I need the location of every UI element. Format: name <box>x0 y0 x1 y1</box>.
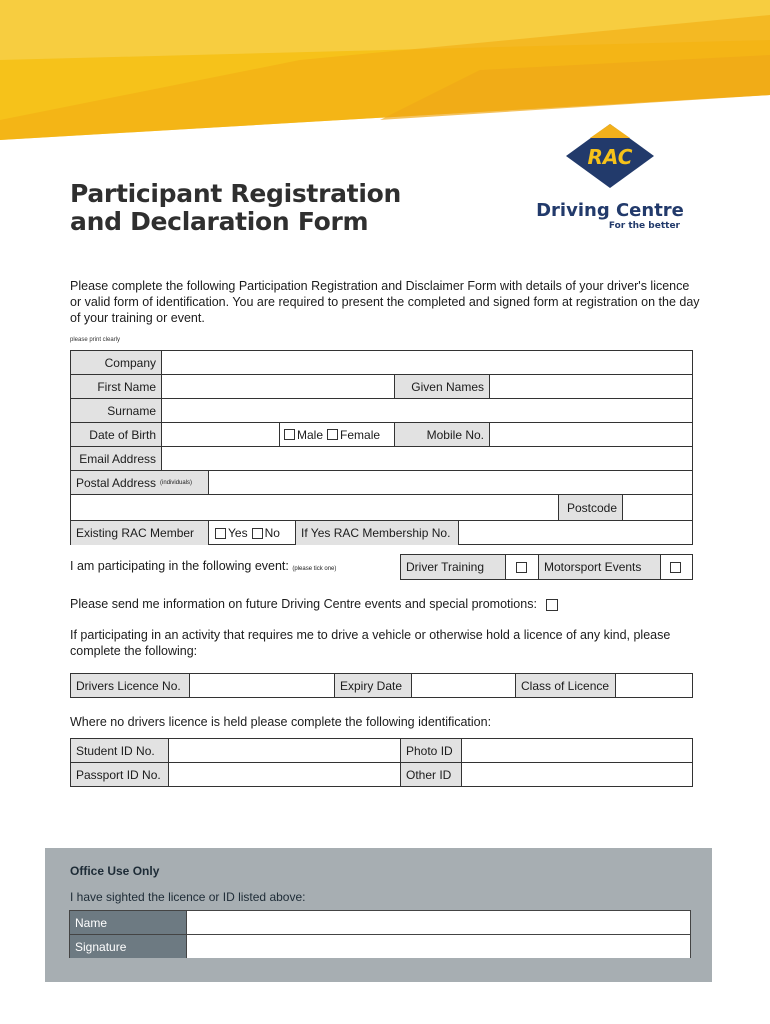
promo-line <box>70 596 560 612</box>
licence-no-input[interactable] <box>190 674 335 697</box>
dob-label: Date of Birth <box>71 423 162 446</box>
postcode-input[interactable] <box>623 495 692 520</box>
member-yes-label: Yes <box>228 526 248 540</box>
licence-row <box>71 674 692 697</box>
promo-checkbox[interactable] <box>546 599 558 611</box>
first-name-input[interactable] <box>162 375 395 398</box>
class-label: Class of Licence <box>516 674 616 697</box>
rac-logo <box>560 120 660 190</box>
member-no-label: No <box>264 526 280 540</box>
male-label: Male <box>297 427 324 442</box>
office-sighted-text: I have sighted the licence or ID listed above: <box>70 890 306 904</box>
office-table <box>69 910 691 958</box>
page-title <box>70 180 401 236</box>
member-no-checkbox[interactable] <box>252 528 263 539</box>
licence-table <box>70 673 693 698</box>
driver-training-checkbox[interactable] <box>516 562 527 573</box>
event-prompt <box>70 558 336 577</box>
intro-text: Please complete the following Participation Registration and Disclaimer Form with details of your driver's licence or valid form of identification. You are required to present the completed and signed form at registration on the day of your training or event. <box>70 279 700 325</box>
email-label: Email Address <box>71 447 162 470</box>
class-input[interactable] <box>616 674 692 697</box>
expiry-input[interactable] <box>412 674 516 697</box>
postal-label <box>71 471 209 494</box>
office-signature-label: Signature <box>70 935 187 958</box>
motorsport-label: Motorsport Events <box>539 555 661 579</box>
office-signature-row <box>70 935 690 958</box>
mobile-input[interactable] <box>490 423 692 446</box>
other-id-label: Other ID <box>401 763 462 786</box>
male-checkbox[interactable] <box>284 429 295 440</box>
given-names-input[interactable] <box>490 375 692 398</box>
other-id-input[interactable] <box>462 763 692 786</box>
postal-input[interactable] <box>209 471 692 494</box>
postal-input-line-2[interactable] <box>71 495 559 520</box>
event-options <box>400 554 693 580</box>
office-name-input[interactable] <box>187 911 690 934</box>
email-input[interactable] <box>162 447 692 470</box>
dob-input[interactable] <box>162 423 280 446</box>
passport-id-label: Passport ID No. <box>71 763 169 786</box>
licence-intro: If participating in an activity that requires me to drive a vehicle or otherwise hold a licence of any kind, please complete the following: <box>70 628 671 658</box>
office-name-label: Name <box>70 911 187 934</box>
membership-no-label: If Yes RAC Membership No. <box>296 521 459 545</box>
female-checkbox[interactable] <box>327 429 338 440</box>
logo-badge-text: RAC <box>587 145 633 169</box>
office-title: Office Use Only <box>70 864 160 878</box>
logo-name: Driving Centre <box>536 200 684 221</box>
logo-tagline: For the better <box>608 221 680 231</box>
given-names-label: Given Names <box>395 375 490 398</box>
postal-note: (individuals) <box>160 479 193 486</box>
motorsport-cell <box>661 555 692 579</box>
id-intro: Where no drivers licence is held please complete the following identification: <box>70 715 492 729</box>
row-surname <box>71 399 692 423</box>
id-table <box>70 738 693 787</box>
surname-label: Surname <box>71 399 162 422</box>
title-line-2: and Declaration Form <box>70 207 369 236</box>
mobile-label: Mobile No. <box>395 423 490 446</box>
personal-details-table <box>70 350 693 545</box>
promo-text: Please send me information on future Driving Centre events and special promotions: <box>70 597 537 611</box>
gender-options <box>280 423 395 446</box>
row-name <box>71 375 692 399</box>
office-name-row <box>70 911 690 935</box>
title-line-1: Participant Registration <box>70 179 401 208</box>
student-id-label: Student ID No. <box>71 739 169 762</box>
id-row-1 <box>71 739 692 763</box>
membership-no-input[interactable] <box>459 521 692 545</box>
existing-member-label: Existing RAC Member <box>71 521 209 545</box>
row-email <box>71 447 692 471</box>
student-id-input[interactable] <box>169 739 401 762</box>
row-member <box>71 521 692 545</box>
member-yes-checkbox[interactable] <box>215 528 226 539</box>
office-use-panel <box>45 848 712 982</box>
row-dob <box>71 423 692 447</box>
driver-training-label: Driver Training <box>401 555 506 579</box>
row-company <box>71 351 692 375</box>
passport-id-input[interactable] <box>169 763 401 786</box>
event-note: (please tick one) <box>292 566 337 572</box>
female-label: Female <box>340 427 381 442</box>
licence-no-label: Drivers Licence No. <box>71 674 190 697</box>
office-signature-input[interactable] <box>187 935 690 958</box>
print-note: please print clearly <box>70 337 121 343</box>
postcode-label: Postcode <box>559 495 623 520</box>
motorsport-checkbox[interactable] <box>670 562 681 573</box>
company-input[interactable] <box>162 351 692 374</box>
driver-training-cell <box>506 555 539 579</box>
company-label: Company <box>71 351 162 374</box>
expiry-label: Expiry Date <box>335 674 412 697</box>
postal-label-text: Postal Address <box>76 475 157 490</box>
logo-wordmark <box>530 200 690 231</box>
row-postal <box>71 471 692 495</box>
first-name-label: First Name <box>71 375 162 398</box>
event-prompt-text: I am participating in the following event: <box>70 559 289 573</box>
member-options <box>209 521 296 545</box>
surname-input[interactable] <box>162 399 692 422</box>
photo-id-label: Photo ID <box>401 739 462 762</box>
row-postcode <box>71 495 692 521</box>
id-row-2 <box>71 763 692 786</box>
photo-id-input[interactable] <box>462 739 692 762</box>
